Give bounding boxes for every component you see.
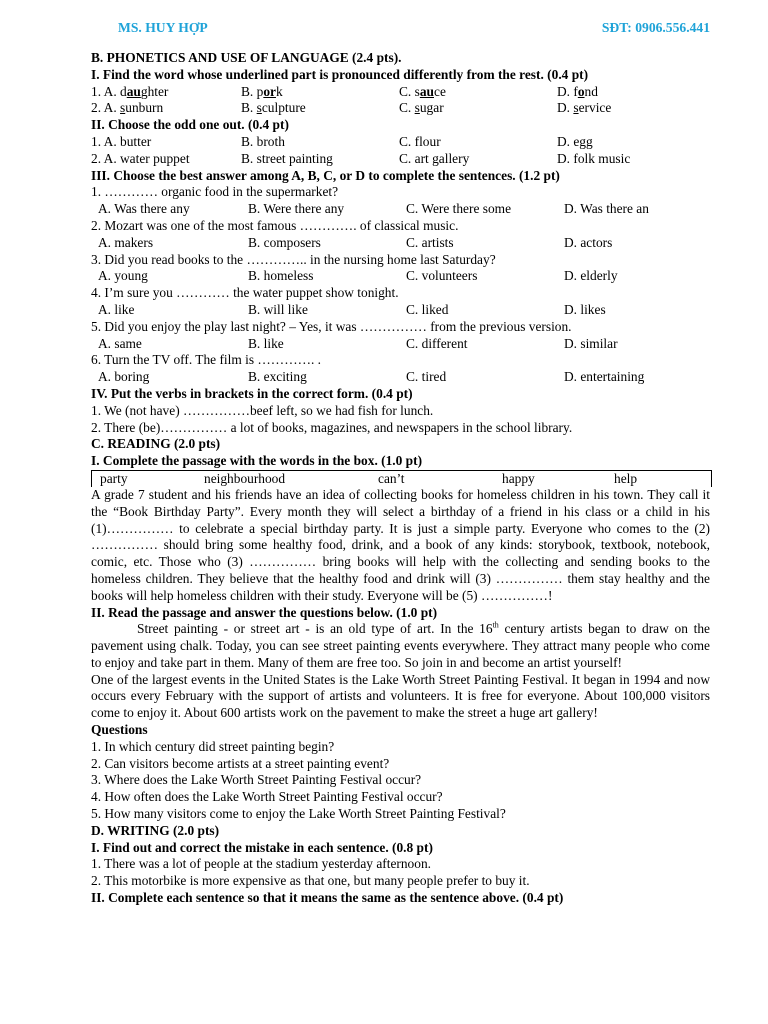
odd-option: C. flour: [399, 133, 441, 149]
multiple-choice-questions: [91, 184, 710, 386]
mistake-instruction: I. Find out and correct the mistake in each sentence. (0.8 pt): [91, 839, 433, 855]
mc-option: B. homeless: [248, 268, 314, 284]
odd-option: B. broth: [241, 133, 285, 149]
mistake-item-2: 2. This motorbike is more expensive as that one, but many people prefer to buy it.: [91, 873, 530, 889]
mc-option: C. tired: [406, 369, 447, 385]
mc-options: [91, 201, 710, 218]
mc-option: A. boring: [98, 369, 150, 385]
mc-option: A. young: [98, 268, 148, 284]
mc-option: C. liked: [406, 301, 449, 317]
odd-option: B. street painting: [241, 150, 333, 166]
option-2a: 2. A. sunburn: [91, 100, 164, 116]
mc-question: 4. I’m sure you ………… the water puppet show tonight.: [91, 285, 399, 301]
option-2c: C. sugar: [399, 100, 444, 116]
option-2d: D. service: [557, 100, 612, 116]
mc-options: [91, 336, 710, 353]
mc-option: B. Were there any: [248, 201, 345, 217]
section-c-title: C. READING (2.0 pts): [91, 436, 221, 452]
mc-option: B. composers: [248, 234, 321, 250]
odd-row-1: [91, 134, 710, 151]
mc-option: A. like: [98, 301, 135, 317]
reading-question: 3. Where does the Lake Worth Street Painting Festival occur?: [91, 772, 422, 788]
word-box-item: neighbourhood: [204, 470, 286, 486]
option-1c: C. sauce: [399, 83, 446, 99]
odd-row-2: [91, 151, 710, 168]
word-box-item: happy: [502, 470, 535, 486]
verb-item-2: 2. There (be)…………… a lot of books, magazines, and newspapers in the school library.: [91, 419, 573, 435]
mc-option: D. similar: [564, 335, 618, 351]
reading-question: 4. How often does the Lake Worth Street Painting Festival occur?: [91, 789, 443, 805]
mc-option: B. exciting: [248, 369, 307, 385]
option-2b: B. sculpture: [241, 100, 306, 116]
odd-option: D. egg: [557, 133, 593, 149]
mc-option: C. different: [406, 335, 468, 351]
rewrite-instruction: II. Complete each sentence so that it means the same as the sentence above. (0.4 pt): [91, 890, 564, 906]
mc-option: D. elderly: [564, 268, 618, 284]
mc-question: 2. Mozart was one of the most famous …………. of classical music.: [91, 217, 459, 233]
mc-option: D. actors: [564, 234, 613, 250]
mc-option: D. entertaining: [564, 369, 645, 385]
mc-question: 6. Turn the TV off. The film is …………. .: [91, 352, 322, 368]
reading-question: 2. Can visitors become artists at a street painting event?: [91, 755, 390, 771]
mc-options: [91, 268, 710, 285]
section-d-title: D. WRITING (2.0 pts): [91, 822, 220, 838]
multiple-choice-instruction: III. Choose the best answer among A, B, C, or D to complete the sentences. (1.2 pt): [91, 167, 560, 183]
mc-option: B. like: [248, 335, 284, 351]
phonetics-instruction: I. Find the word whose underlined part is pronounced differently from the rest. (0.4 pt): [91, 66, 589, 82]
odd-option: 1. A. butter: [91, 133, 152, 149]
mc-option: A. Was there any: [98, 201, 190, 217]
option-1a: 1. A. daughter: [91, 83, 169, 99]
verb-item-1: 1. We (not have) ……………beef left, so we had fish for lunch.: [91, 402, 434, 418]
section-b-title: B. PHONETICS AND USE OF LANGUAGE (2.4 pts).: [91, 50, 402, 65]
mistake-item-1: 1. There was a lot of people at the stadium yesterday afternoon.: [91, 856, 431, 872]
mc-question: 5. Did you enjoy the play last night? – Yes, it was …………… from the previous version.: [91, 318, 572, 334]
mc-option: C. artists: [406, 234, 454, 250]
cloze-passage: A grade 7 student and his friends have an idea of collecting books for homeless children in his town. They call it the “Book Birthday Party”. Every month they will select a birthday of a friend in his class or a child in his (1)…………… to celebrate a special birthday party. It is just a simple party. Everyone who comes to the (2) …………… should bring some healthy food, drink, and a book of any kinds: storybook, textbook, notebook, comic, etc. Those who (3) …………… bring books will help with the collecting and sending books to the homeless children. They believe that the healthy food and drink will (3) …………… them stay healthy and the books will help homeless children with their study. Everyone will be (5) ……………!: [91, 486, 710, 603]
cloze-instruction: I. Complete the passage with the words in the box. (1.0 pt): [91, 453, 423, 469]
phonetics-row-2: [91, 100, 710, 117]
verb-form-instruction: IV. Put the verbs in brackets in the correct form. (0.4 pt): [91, 385, 413, 401]
mc-option: D. Was there an: [564, 201, 649, 217]
reading-question: 1. In which century did street painting begin?: [91, 738, 335, 754]
phonetics-row-1: [91, 84, 710, 101]
mc-options: [91, 302, 710, 319]
mc-option: A. same: [98, 335, 142, 351]
option-1d: D. fond: [557, 83, 598, 99]
mc-option: B. will like: [248, 301, 308, 317]
odd-option: D. folk music: [557, 150, 631, 166]
page-header: [91, 20, 710, 50]
word-box-item: party: [100, 470, 128, 486]
mc-option: C. Were there some: [406, 201, 512, 217]
mc-options: [91, 369, 710, 386]
mc-question: 1. ………… organic food in the supermarket?: [91, 184, 339, 200]
word-box: [91, 470, 712, 487]
odd-option: C. art gallery: [399, 150, 470, 166]
reading-paragraph-1: Street painting - or street art - is an old type of art. In the 16th century artists began to draw on the pavement using chalk. Today, you can see street painting events everywhere. They attract many people who come to enjoy and take part in them. Many of them are free too. So join in and become an artist yourself!: [91, 620, 710, 670]
teacher-name: MS. HUY HỢP: [118, 20, 208, 35]
worksheet-page: [91, 20, 710, 907]
mc-option: C. volunteers: [406, 268, 478, 284]
option-1b: B. pork: [241, 83, 283, 99]
mc-options: [91, 235, 710, 252]
odd-one-out-instruction: II. Choose the odd one out. (0.4 pt): [91, 117, 289, 133]
reading-instruction: II. Read the passage and answer the questions below. (1.0 pt): [91, 604, 438, 620]
mc-option: A. makers: [98, 234, 154, 250]
word-box-item: help: [614, 470, 638, 486]
odd-option: 2. A. water puppet: [91, 150, 190, 166]
mc-option: D. likes: [564, 301, 606, 317]
reading-question: 5. How many visitors come to enjoy the Lake Worth Street Painting Festival?: [91, 806, 506, 822]
word-box-item: can’t: [378, 470, 405, 486]
mc-question: 3. Did you read books to the ………….. in the nursing home last Saturday?: [91, 251, 496, 267]
reading-paragraph-2: One of the largest events in the United States is the Lake Worth Street Painting Festival. It began in 1994 and now occurs every February with the support of artists and volunteers. It is free for everyone. About 100,000 visitors come to enjoy it. About 600 artists work on the pavement to make the street a huge art gallery!: [91, 671, 710, 721]
questions-heading: Questions: [91, 722, 148, 738]
phone-number: SĐT: 0906.556.441: [601, 20, 710, 35]
